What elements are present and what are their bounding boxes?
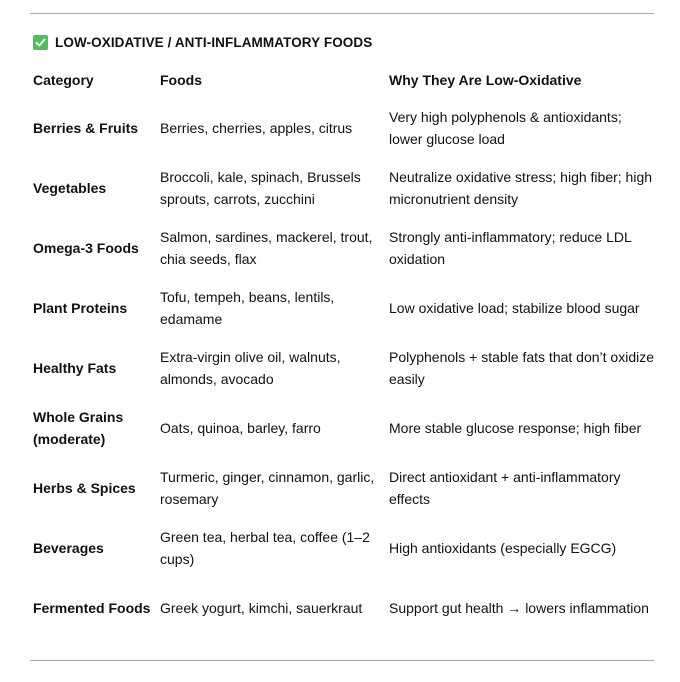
foods-cell: Extra-virgin olive oil, walnuts, almonds, avocado [160, 349, 341, 387]
reason-cell: Neutralize oxidative stress; high fiber; high micronutrient density [389, 169, 653, 207]
table-row [33, 98, 654, 158]
column-header-foods: Foods [160, 72, 202, 88]
foods-cell: Tofu, tempeh, beans, lentils, edamame [160, 289, 335, 327]
foods-cell: Green tea, herbal tea, coffee (1–2 cups) [160, 529, 370, 567]
table-header-row [33, 62, 654, 98]
table-row [33, 398, 654, 458]
reason-cell: More stable glucose response; high fiber [389, 420, 642, 436]
foods-cell: Broccoli, kale, spinach, Brussels sprouts, carrots, zucchini [160, 169, 361, 207]
foods-cell: Greek yogurt, kimchi, sauerkraut [160, 600, 363, 616]
reason-cell: High antioxidants (especially EGCG) [389, 540, 617, 556]
column-header-why: Why They Are Low-Oxidative [389, 72, 582, 88]
category-cell: Vegetables [33, 180, 107, 196]
table-row [33, 518, 654, 578]
table-row [33, 338, 654, 398]
foods-table [33, 62, 654, 638]
category-cell: Herbs & Spices [33, 480, 136, 496]
section-title: LOW-OXIDATIVE / ANTI-INFLAMMATORY FOODS [55, 35, 373, 50]
foods-cell: Oats, quinoa, barley, farro [160, 420, 321, 436]
category-cell: Fermented Foods [33, 600, 151, 616]
category-cell: Healthy Fats [33, 360, 117, 376]
reason-cell: Low oxidative load; stabilize blood sugar [389, 300, 640, 316]
reason-cell: Support gut health → lowers inflammation [389, 600, 649, 616]
bottom-divider [30, 660, 654, 661]
reason-cell: Direct antioxidant + anti-inflammatory effects [389, 469, 621, 507]
foods-cell: Berries, cherries, apples, citrus [160, 120, 353, 136]
table-row [33, 278, 654, 338]
column-header-category: Category [33, 72, 94, 88]
table-row [33, 218, 654, 278]
reason-cell: Strongly anti-inflammatory; reduce LDL oxidation [389, 229, 632, 267]
top-divider [30, 13, 654, 14]
table-row [33, 158, 654, 218]
section-heading [33, 35, 372, 50]
foods-cell: Salmon, sardines, mackerel, trout, chia seeds, flax [160, 229, 373, 267]
category-cell: Omega-3 Foods [33, 240, 139, 256]
category-cell: Beverages [33, 540, 104, 556]
table-row [33, 578, 654, 638]
check-box-icon [33, 35, 48, 50]
foods-cell: Turmeric, ginger, cinnamon, garlic, rosemary [160, 469, 375, 507]
reason-cell: Very high polyphenols & antioxidants; lower glucose load [389, 109, 622, 147]
table-row [33, 458, 654, 518]
reason-cell: Polyphenols + stable fats that don’t oxidize easily [389, 349, 655, 387]
category-cell: Whole Grains (moderate) [33, 409, 124, 447]
category-cell: Plant Proteins [33, 300, 128, 316]
category-cell: Berries & Fruits [33, 120, 139, 136]
